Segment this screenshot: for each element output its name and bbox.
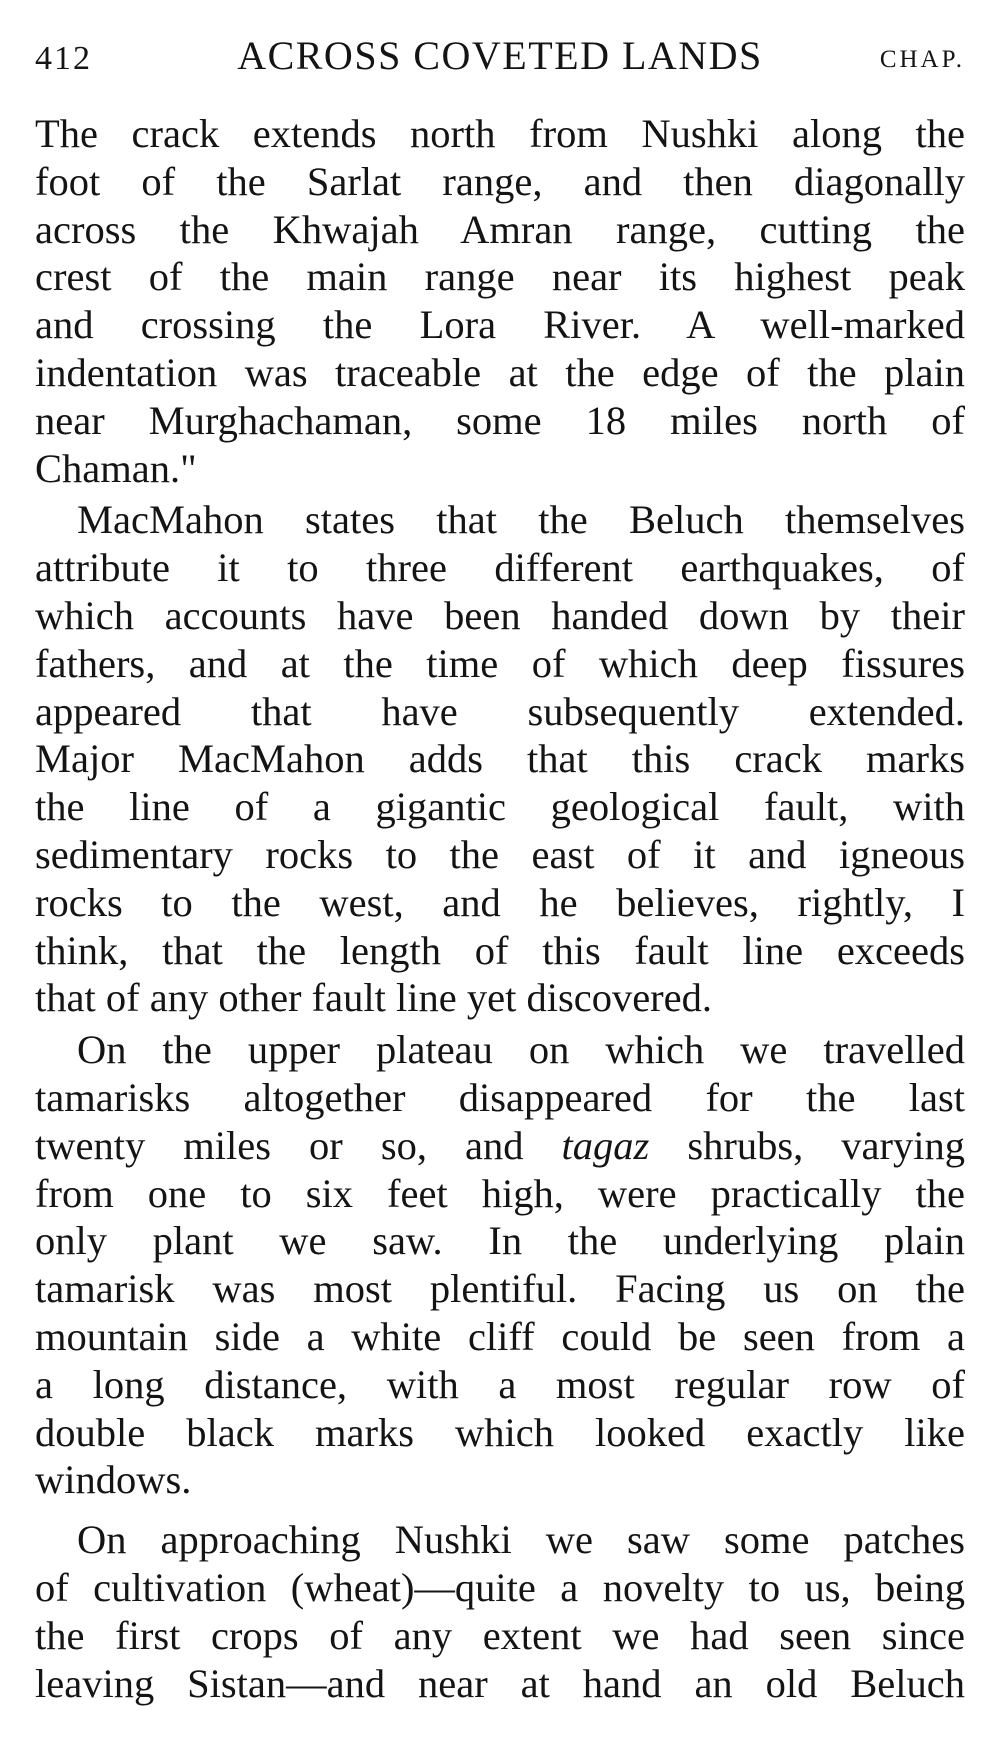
page-number: 412 — [35, 40, 92, 77]
text-line: Chaman." — [35, 445, 197, 491]
text-line: crest of the main range near its highest peak — [35, 254, 965, 300]
text-line: On approaching Nushki we saw some patches — [77, 1517, 965, 1563]
text-line: Major MacMahon adds that this crack marks — [35, 736, 965, 782]
text-line: that of any other fault line yet discovered. — [35, 975, 713, 1021]
paragraph-3 — [35, 1026, 965, 1504]
italic-term: tagaz — [561, 1122, 650, 1168]
text-line: leaving Sistan—and near at hand an old Beluch — [35, 1660, 965, 1706]
text-line: MacMahon states that the Beluch themselves — [77, 497, 965, 543]
running-header — [35, 22, 965, 82]
text-line: fathers, and at the time of which deep fissures — [35, 640, 965, 686]
body-text — [35, 110, 965, 1707]
text-line: double black marks which looked exactly like — [35, 1409, 965, 1455]
text-line: only plant we saw. In the underlying plain — [35, 1218, 965, 1264]
text-line: which accounts have been handed down by their — [35, 592, 965, 638]
text-line: and crossing the Lora River. A well-marked — [35, 302, 965, 348]
text-line: tamarisks altogether disappeared for the last — [35, 1074, 965, 1120]
text-line: the line of a gigantic geological fault, with — [35, 784, 965, 830]
text-line: of cultivation (wheat)—quite a novelty to us, being — [35, 1564, 965, 1610]
text-line: appeared that have subsequently extended. — [35, 688, 965, 734]
text-line: attribute it to three different earthquakes, of — [35, 545, 965, 591]
paragraph-2 — [35, 496, 965, 1022]
text-line: the first crops of any extent we had seen since — [35, 1612, 965, 1658]
text-line: sedimentary rocks to the east of it and igneous — [35, 831, 965, 877]
text-line: The crack extends north from Nushki along the — [35, 111, 965, 156]
text-line: windows. — [35, 1457, 192, 1503]
text-segment: shrubs, varying — [649, 1122, 965, 1168]
text-line: near Murghachaman, some 18 miles north of — [35, 397, 965, 443]
text-line: mountain side a white cliff could be seen from a — [35, 1313, 965, 1359]
text-line: across the Khwajah Amran range, cutting the — [35, 206, 965, 252]
text-line: On the upper plateau on which we travelled — [77, 1027, 965, 1073]
paragraph-1 — [35, 110, 965, 492]
text-line: indentation was traceable at the edge of the plain — [35, 349, 965, 395]
text-line: think, that the length of this fault line exceeds — [35, 927, 965, 973]
text-line: tamarisk was most plentiful. Facing us on the — [35, 1266, 965, 1312]
chapter-mark: CHAP. — [879, 46, 965, 73]
running-title: ACROSS COVETED LANDS — [237, 33, 763, 78]
text-segment: twenty miles or so, and — [35, 1122, 562, 1168]
text-line: rocks to the west, and he believes, rightly, I — [35, 879, 965, 925]
paragraph-4 — [35, 1516, 965, 1707]
text-line: from one to six feet high, were practically the — [35, 1170, 965, 1216]
text-line: a long distance, with a most regular row of — [35, 1361, 965, 1407]
book-page — [35, 22, 965, 1707]
text-line: foot of the Sarlat range, and then diagonally — [35, 158, 965, 204]
text-line — [35, 1122, 965, 1170]
